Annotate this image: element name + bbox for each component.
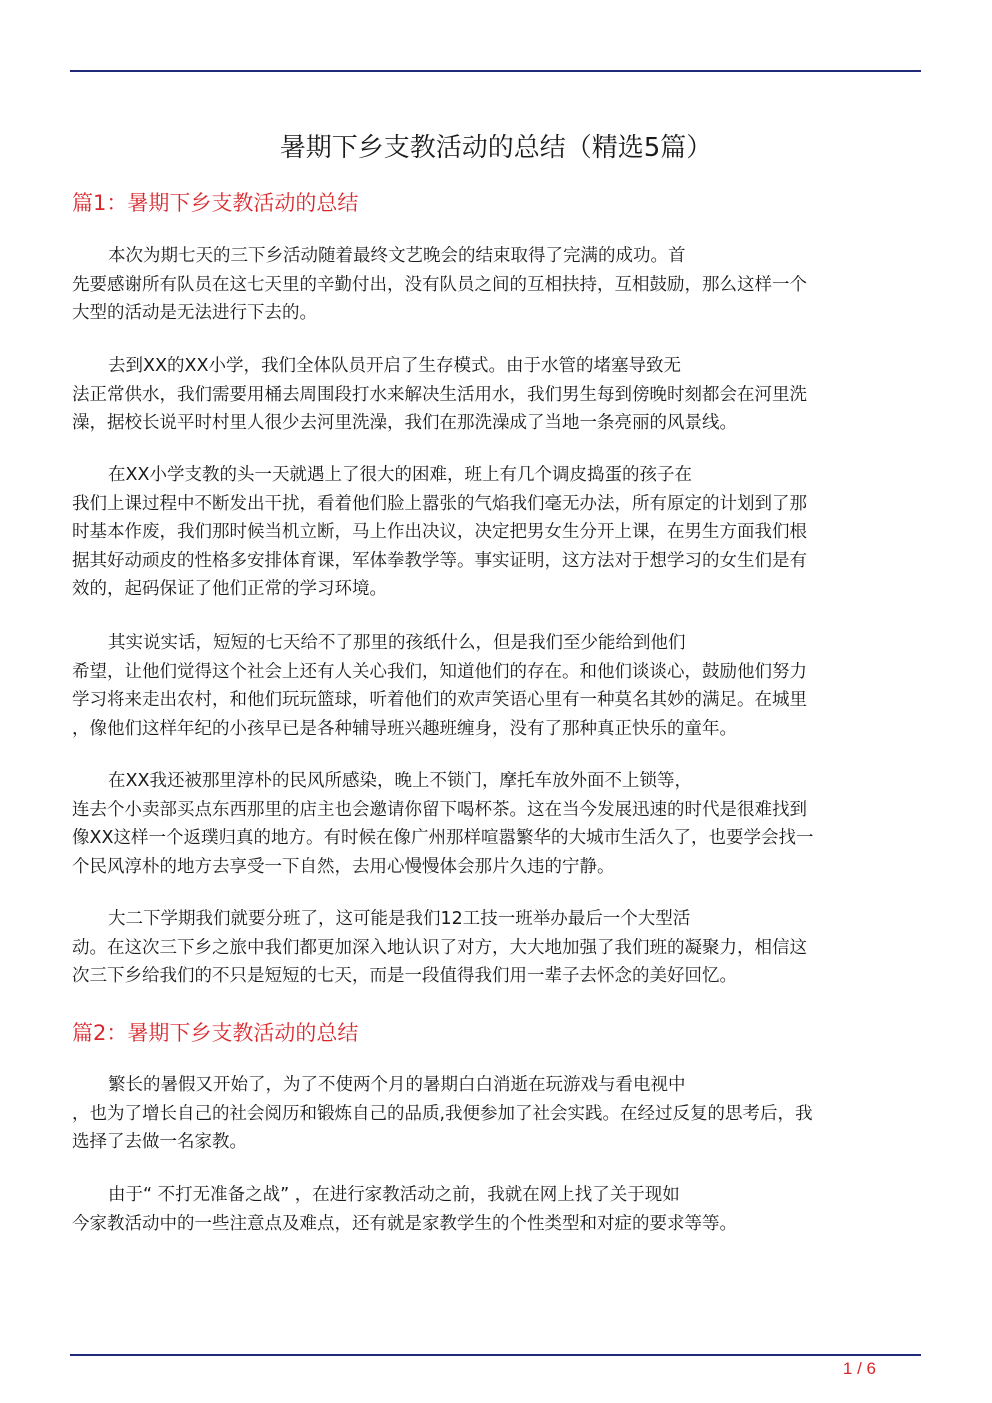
paragraph-line: 选择了去做一名家教。 — [72, 1132, 247, 1152]
paragraph-line: 澡，据校长说平时村里人很少去河里洗澡，我们在那洗澡成了当地一条亮丽的风景线。 — [72, 413, 737, 433]
header-rule — [70, 70, 921, 72]
paragraph-line: 据其好动顽皮的性格多安排体育课，军体拳教学等。事实证明，这方法对于想学习的女生们是有 — [72, 550, 807, 571]
paragraph-line: 先要感谢所有队员在这七天里的辛勤付出，没有队员之间的互相扶持，互相鼓励，那么这样一个 — [72, 274, 807, 295]
paragraph — [72, 905, 922, 991]
paragraph-line: 在XX小学支教的头一天就遇上了很大的困难，班上有几个调皮捣蛋的孩子在 — [108, 465, 692, 485]
paragraph-line: 去到XX的XX小学，我们全体队员开启了生存模式。由于水管的堵塞导致无 — [108, 356, 681, 376]
paragraph-line: 学习将来走出农村，和他们玩玩篮球，听着他们的欢声笑语心里有一种莫名其妙的满足。在城里 — [72, 690, 807, 710]
paragraph — [72, 629, 922, 743]
paragraph-line: ，像他们这样年纪的小孩早已是各种辅导班兴趣班缠身，没有了那种真正快乐的童年。 — [72, 718, 737, 739]
paragraph — [72, 352, 922, 438]
paragraph-line: 其实说实话，短短的七天给不了那里的孩纸什么，但是我们至少能给到他们 — [108, 633, 686, 653]
paragraph — [72, 242, 922, 328]
paragraph-line: 连去个小卖部买点东西那里的店主也会邀请你留下喝杯茶。这在当今发展迅速的时代是很难找到 — [72, 799, 807, 820]
paragraph-line: 个民风淳朴的地方去享受一下自然，去用心慢慢体会那片久违的宁静。 — [72, 856, 615, 877]
paragraph-line: 次三下乡给我们的不只是短短的七天，而是一段值得我们用一辈子去怀念的美好回忆。 — [72, 966, 737, 986]
footer-rule — [70, 1354, 921, 1356]
page-number: 1 / 6 — [842, 1359, 876, 1378]
paragraph-line: 在XX我还被那里淳朴的民风所感染，晚上不锁门，摩托车放外面不上锁等， — [108, 771, 692, 791]
paragraph — [72, 461, 922, 604]
paragraph — [72, 767, 922, 881]
paragraph-line: 像XX这样一个返璞归真的地方。有时候在像广州那样喧嚣繁华的大城市生活久了，也要学会找一 — [72, 828, 814, 848]
document-title: 暑期下乡支教活动的总结（精选5篇） — [279, 133, 713, 163]
paragraph-line: 大型的活动是无法进行下去的。 — [72, 303, 317, 323]
paragraph-line: 动。在这次三下乡之旅中我们都更加深入地认识了对方，大大地加强了我们班的凝聚力，相信这 — [72, 937, 807, 958]
paragraph-line: 法正常供水，我们需要用桶去周围段打水来解决生活用水，我们男生每到傍晚时刻都会在河里洗 — [72, 384, 807, 405]
paragraph — [72, 1071, 922, 1157]
paragraph-line: 繁长的暑假又开始了，为了不使两个月的暑期白白消逝在玩游戏与看电视中 — [108, 1075, 686, 1095]
section-heading-1: 篇1：暑期下乡支教活动的总结 — [72, 191, 359, 215]
paragraph-line: 由于“ 不打无准备之战” ，在进行家教活动之前，我就在网上找了关于现如 — [108, 1185, 680, 1205]
paragraph-line: ，也为了增长自己的社会阅历和锻炼自己的品质,我便参加了社会实践。在经过反复的思考后，我 — [72, 1103, 813, 1124]
paragraph-line: 希望，让他们觉得这个社会上还有人关心我们，知道他们的存在。和他们谈谈心，鼓励他们努力 — [72, 661, 807, 682]
paragraph-line: 今家教活动中的一些注意点及难点，还有就是家教学生的个性类型和对症的要求等等。 — [72, 1213, 737, 1234]
paragraph-line: 本次为期七天的三下乡活动随着最终文艺晚会的结束取得了完满的成功。首 — [108, 246, 686, 266]
paragraph — [72, 1181, 922, 1238]
paragraph-line: 效的，起码保证了他们正常的学习环境。 — [72, 579, 387, 599]
paragraph-line: 时基本作废，我们那时候当机立断，马上作出决议，决定把男女生分开上课，在男生方面我们根 — [72, 522, 807, 542]
paragraph-line: 我们上课过程中不断发出干扰，看着他们脸上嚣张的气焰我们毫无办法，所有原定的计划到了那 — [72, 493, 807, 514]
paragraph-line: 大二下学期我们就要分班了，这可能是我们12工技一班举办最后一个大型活 — [108, 909, 691, 929]
section-heading-2: 篇2：暑期下乡支教活动的总结 — [72, 1021, 359, 1045]
